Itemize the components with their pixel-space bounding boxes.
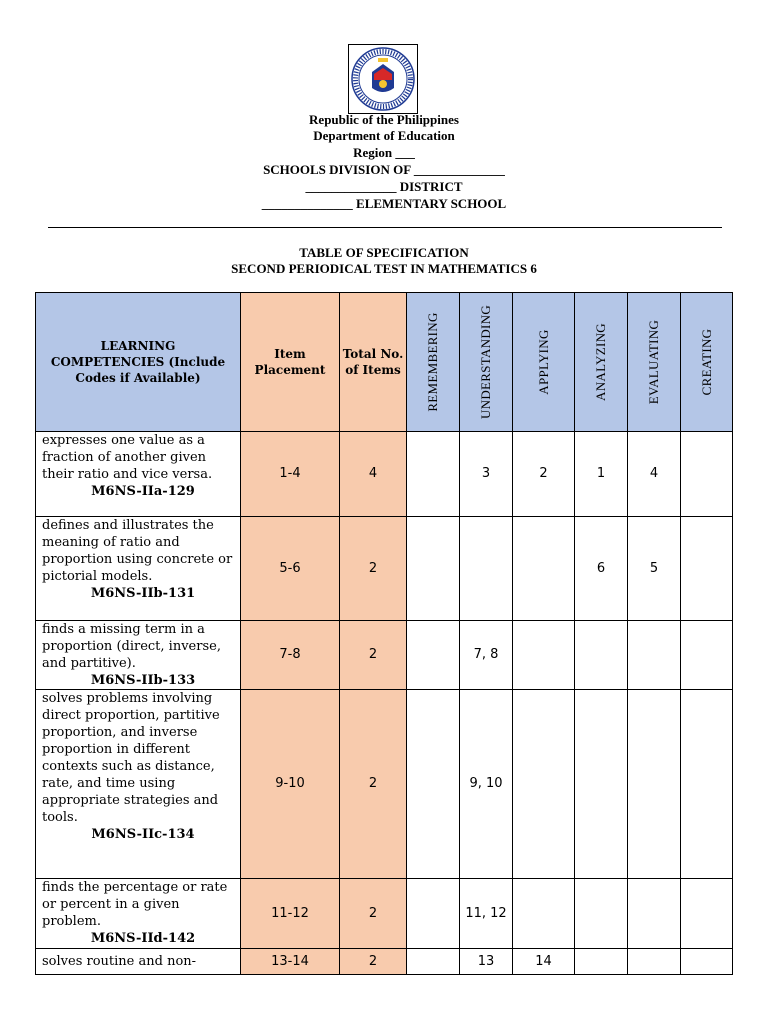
applying-cell — [513, 621, 575, 690]
divider-line — [48, 227, 722, 228]
header-remembering: REMEMBERING — [407, 293, 460, 432]
understanding-cell: 9, 10 — [460, 690, 513, 879]
creating-cell — [681, 517, 733, 621]
analyzing-cell: 6 — [575, 517, 628, 621]
evaluating-cell — [628, 879, 681, 949]
table-row — [36, 517, 733, 621]
competency-cell: defines and illustrates the meaning of ratio and proportion using concrete or pictorial models. M6NS-IIb-131 — [36, 517, 241, 621]
creating-cell — [681, 690, 733, 879]
competency-cell: solves problems involving direct proportion, partitive proportion, and inverse proportion in different contexts such as distance, rate, and time using appropriate strategies and tools. M6NS-IIc-134 — [36, 690, 241, 879]
evaluating-cell — [628, 621, 681, 690]
understanding-cell: 13 — [460, 949, 513, 975]
competency-code: M6NS-IIc-134 — [91, 827, 195, 842]
competency-cell: expresses one value as a fraction of another given their ratio and vice versa. M6NS-IIa-129 — [36, 432, 241, 517]
total-items-cell: 2 — [340, 879, 407, 949]
understanding-cell — [460, 517, 513, 621]
header-competencies: LEARNING COMPETENCIES (Include Codes if Available) — [36, 293, 241, 432]
document-subtitle: SECOND PERIODICAL TEST IN MATHEMATICS 6 — [231, 261, 537, 276]
understanding-cell: 11, 12 — [460, 879, 513, 949]
creating-cell — [681, 879, 733, 949]
total-items-cell: 2 — [340, 621, 407, 690]
applying-cell — [513, 517, 575, 621]
applying-cell: 2 — [513, 432, 575, 517]
evaluating-cell — [628, 690, 681, 879]
analyzing-cell — [575, 879, 628, 949]
table-row — [36, 879, 733, 949]
table-row — [36, 690, 733, 879]
competency-code: M6NS-IIa-129 — [91, 484, 195, 499]
table-row — [36, 621, 733, 690]
competency-code: M6NS-IId-142 — [90, 931, 196, 946]
header-item-placement: Item Placement — [241, 293, 340, 432]
item-placement-cell: 7-8 — [241, 621, 340, 690]
evaluating-cell — [628, 949, 681, 975]
evaluating-cell: 5 — [628, 517, 681, 621]
analyzing-cell — [575, 621, 628, 690]
creating-cell — [681, 949, 733, 975]
total-items-cell: 2 — [340, 690, 407, 879]
table-header-row — [36, 293, 733, 432]
header-understanding: UNDERSTANDING — [460, 293, 513, 432]
item-placement-cell: 9-10 — [241, 690, 340, 879]
document-title: TABLE OF SPECIFICATION — [299, 245, 469, 260]
header-region: Region ___ — [353, 145, 415, 160]
total-items-cell: 4 — [340, 432, 407, 517]
header-school: ______________ ELEMENTARY SCHOOL — [261, 196, 507, 211]
analyzing-cell — [575, 949, 628, 975]
remembering-cell — [407, 690, 460, 879]
understanding-cell: 3 — [460, 432, 513, 517]
creating-cell — [681, 432, 733, 517]
competency-code: M6NS-IIb-131 — [90, 586, 196, 601]
header-total-items: Total No. of Items — [340, 293, 407, 432]
item-placement-cell: 5-6 — [241, 517, 340, 621]
remembering-cell — [407, 432, 460, 517]
item-placement-cell: 11-12 — [241, 879, 340, 949]
competency-code: M6NS-IIb-133 — [90, 673, 196, 688]
header-evaluating: EVALUATING — [628, 293, 681, 432]
competency-cell: finds the percentage or rate or percent in a given problem. M6NS-IId-142 — [36, 879, 241, 949]
analyzing-cell: 1 — [575, 432, 628, 517]
remembering-cell — [407, 517, 460, 621]
deped-seal-logo — [348, 44, 418, 114]
applying-cell — [513, 690, 575, 879]
creating-cell — [681, 621, 733, 690]
header-analyzing: ANALYZING — [575, 293, 628, 432]
total-items-cell: 2 — [340, 949, 407, 975]
total-items-cell: 2 — [340, 517, 407, 621]
table-row — [36, 432, 733, 517]
item-placement-cell: 1-4 — [241, 432, 340, 517]
header-division: SCHOOLS DIVISION OF ______________ — [263, 162, 505, 177]
remembering-cell — [407, 879, 460, 949]
header-district: ______________ DISTRICT — [305, 179, 463, 194]
header-applying: APPLYING — [513, 293, 575, 432]
competency-cell: solves routine and non- — [36, 949, 241, 975]
applying-cell: 14 — [513, 949, 575, 975]
evaluating-cell: 4 — [628, 432, 681, 517]
table-row — [36, 949, 733, 975]
specification-table — [35, 292, 733, 975]
remembering-cell — [407, 621, 460, 690]
remembering-cell — [407, 949, 460, 975]
understanding-cell: 7, 8 — [460, 621, 513, 690]
header-creating: CREATING — [681, 293, 733, 432]
item-placement-cell: 13-14 — [241, 949, 340, 975]
header-republic: Republic of the Philippines — [309, 112, 459, 127]
header-department: Department of Education — [313, 128, 455, 143]
analyzing-cell — [575, 690, 628, 879]
applying-cell — [513, 879, 575, 949]
competency-cell: finds a missing term in a proportion (direct, inverse, and partitive). M6NS-IIb-133 — [36, 621, 241, 690]
